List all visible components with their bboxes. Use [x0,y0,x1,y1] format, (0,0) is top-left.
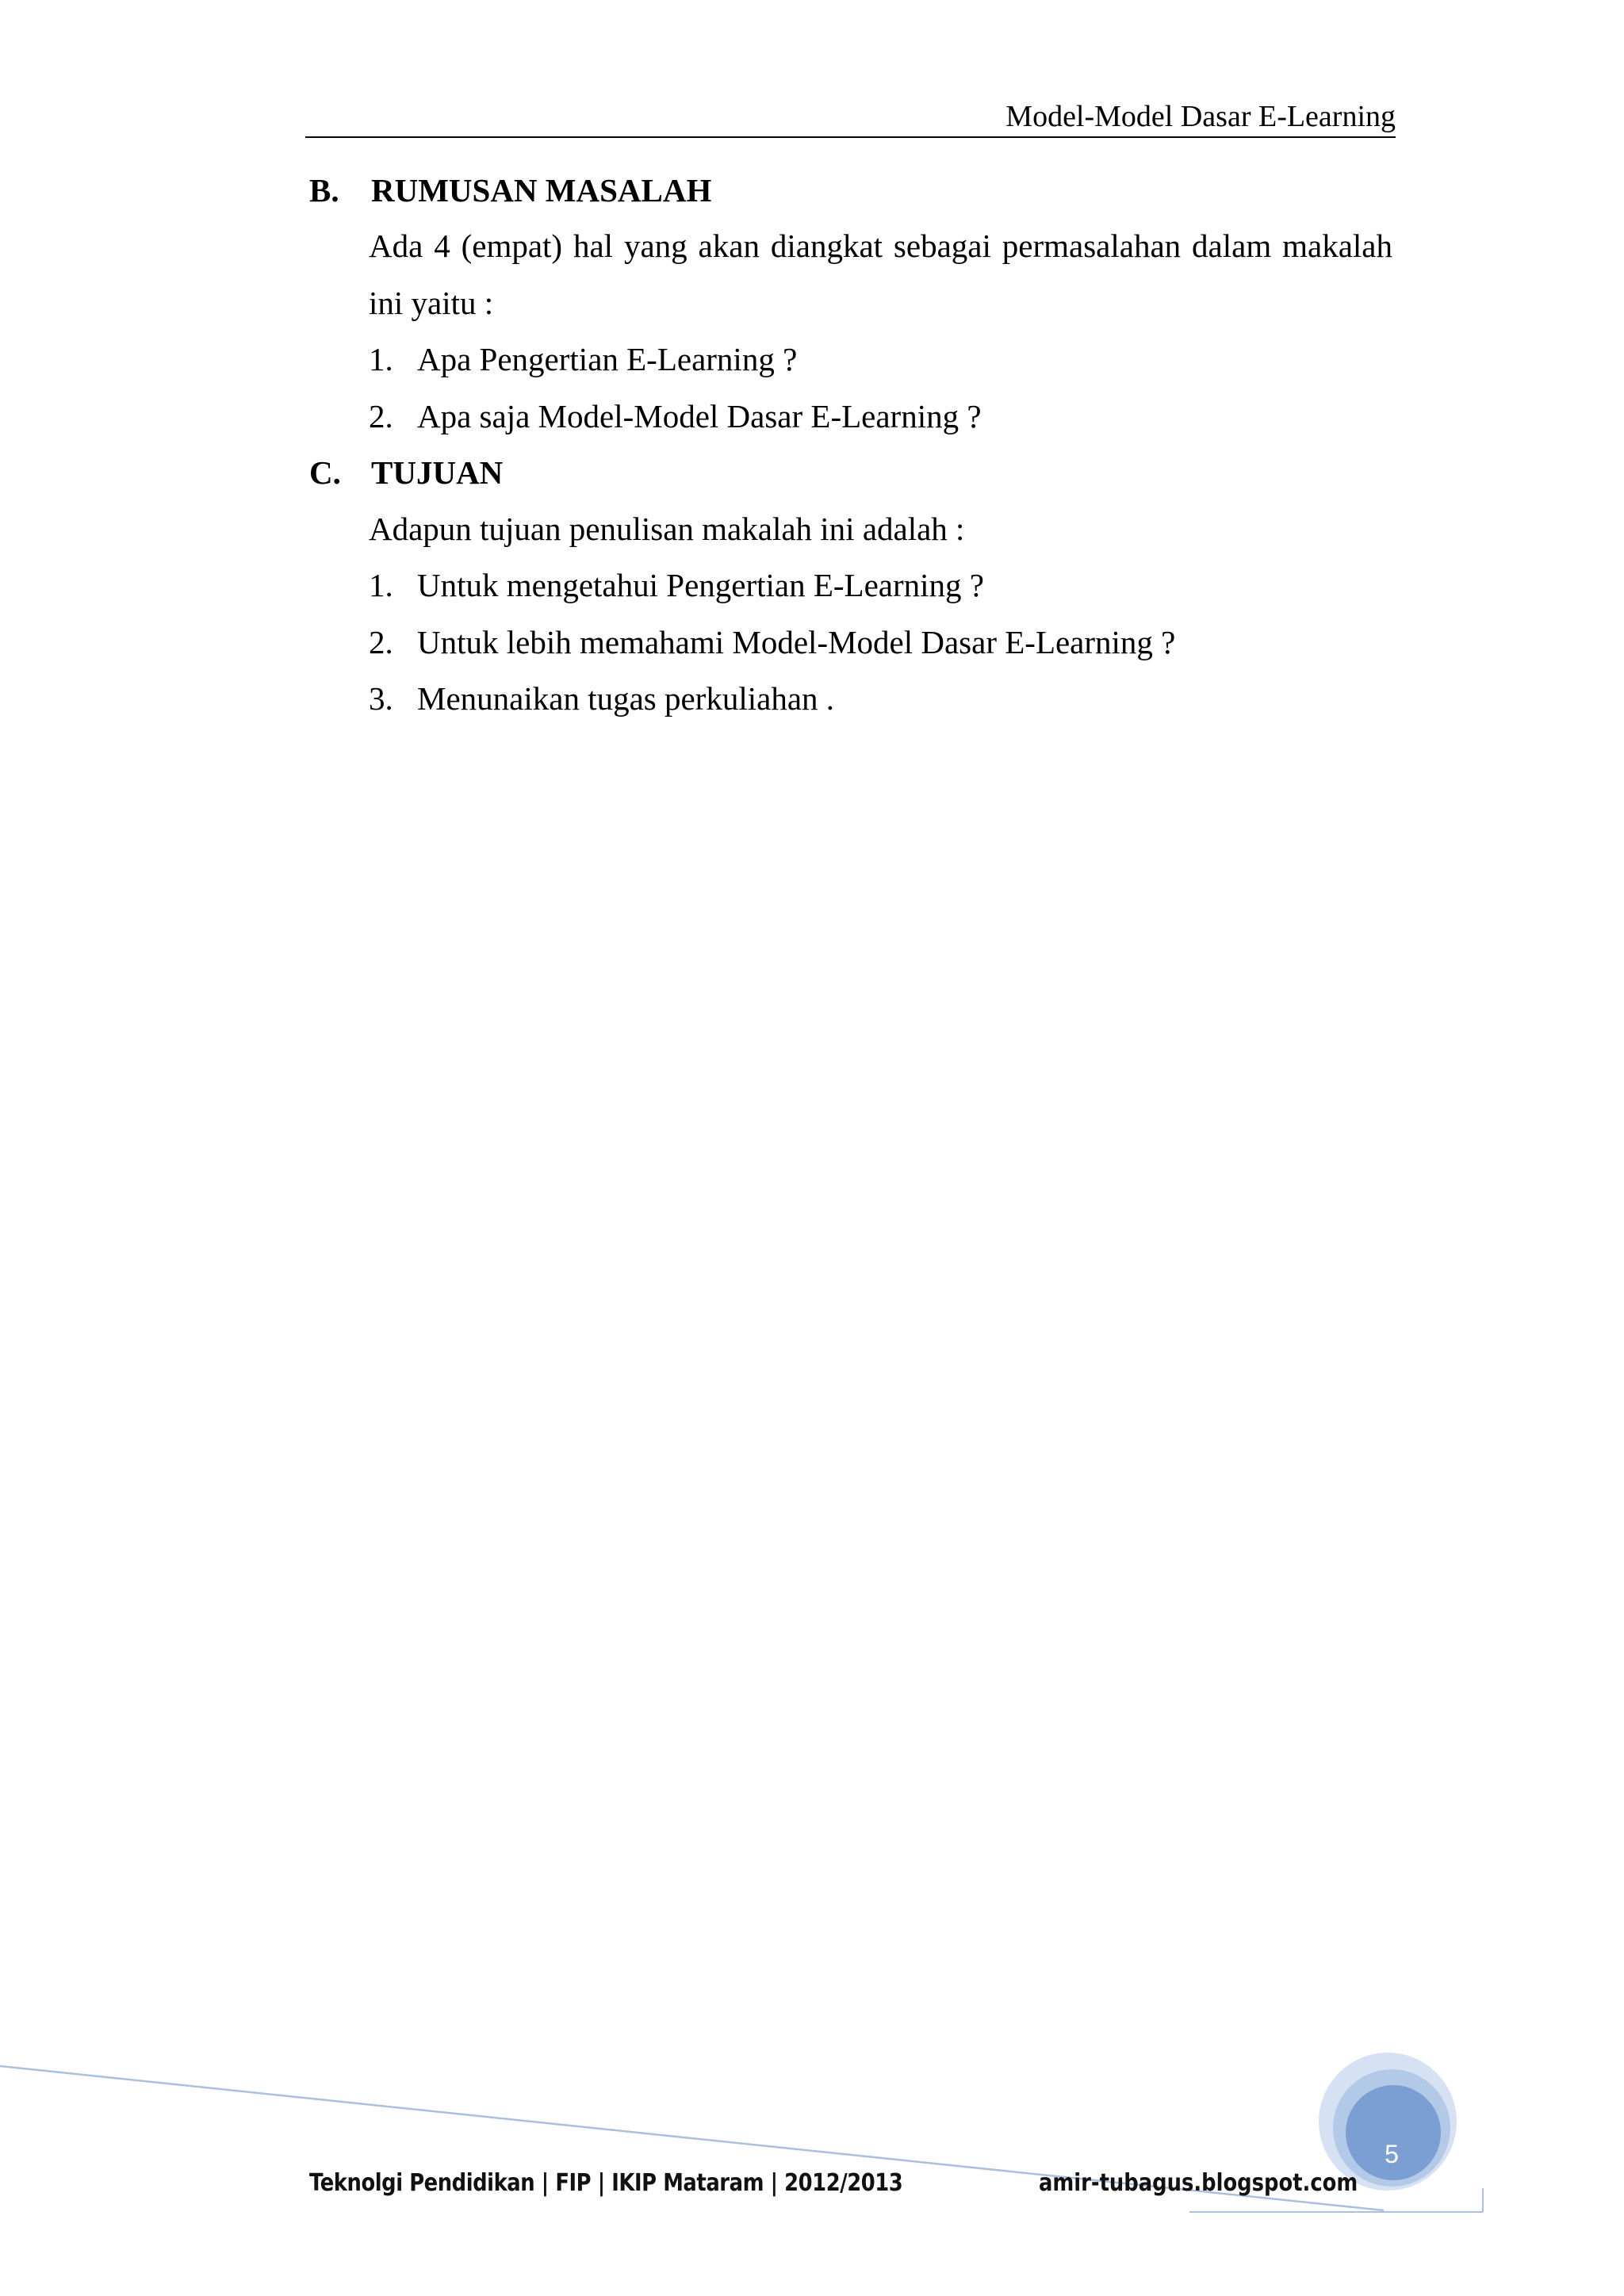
list-number: 2. [369,624,393,660]
footer-institution-text: Teknolgi Pendidikan | FIP | IKIP Mataram | 2012/2013 [309,2169,903,2197]
list-text: Untuk lebih memahami Model-Model Dasar E-Learning ? [417,624,1176,660]
list-text: Apa saja Model-Model Dasar E-Learning ? [417,398,982,434]
list-number: 1. [369,341,393,377]
section-letter: B. [309,172,339,209]
section-title: RUMUSAN MASALAH [371,172,712,209]
list-text: Menunaikan tugas perkuliahan . [417,680,835,717]
list-number: 1. [369,567,393,603]
list-text: Untuk mengetahui Pengertian E-Learning ? [417,567,984,603]
list-number: 2. [369,398,393,434]
list-number: 3. [369,680,393,717]
section-letter: C. [309,454,341,491]
footer-blog-url: amir-tubagus.blogspot.com [1039,2169,1358,2197]
paragraph-line: ini yaitu : [369,285,494,321]
list-text: Apa Pengertian E-Learning ? [417,341,798,377]
paragraph-line: Ada 4 (empat) hal yang akan diangkat sebagai permasalahan dalam makalah [369,228,1392,264]
paragraph-line: Adapun tujuan penulisan makalah ini adalah : [369,511,965,547]
page-number: 5 [1385,2140,1399,2168]
running-header [305,92,1396,138]
running-header-title: Model-Model Dasar E-Learning [1005,100,1396,133]
section-title: TUJUAN [371,454,504,491]
